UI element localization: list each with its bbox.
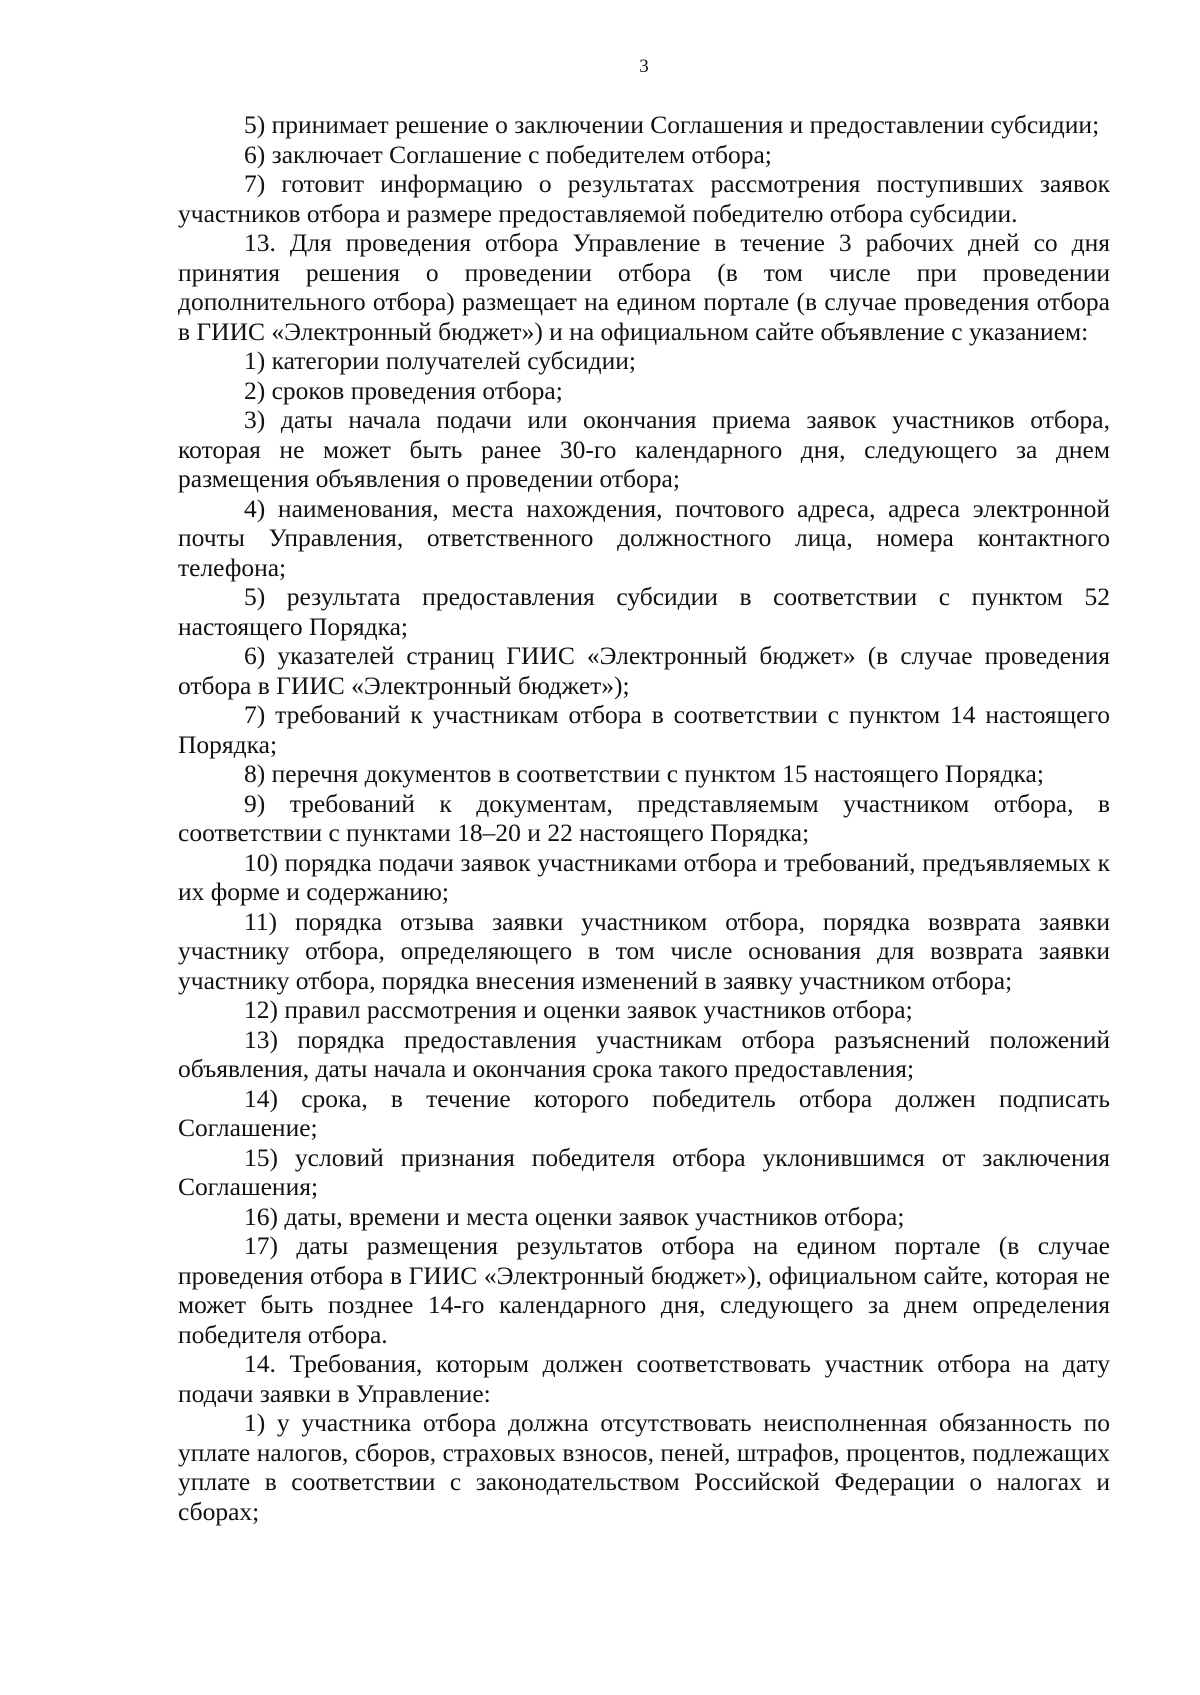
paragraph: 17) даты размещения результатов отбора на едином портале (в случае проведения отбора в ГИИС «Электронный бюджет»), официальном сайте, которая не может быть позднее 14-го календарного дня, следующего за днем определения победителя отбора. xyxy=(178,1231,1110,1349)
paragraph: 13. Для проведения отбора Управление в течение 3 рабочих дней со дня принятия решения о проведении отбора (в том числе при проведении дополнительного отбора) размещает на едином портале (в случае проведения отбора в ГИИС «Электронный бюджет») и на официальном сайте объявление с указанием: xyxy=(178,228,1110,346)
paragraph: 4) наименования, места нахождения, почтового адреса, адреса электронной почты Управления, ответственного должностного лица, номера контактного телефона; xyxy=(178,493,1110,582)
paragraph: 6) указателей страниц ГИИС «Электронный бюджет» (в случае проведения отбора в ГИИС «Электронный бюджет»); xyxy=(178,641,1110,700)
paragraph: 5) результата предоставления субсидии в соответствии с пунктом 52 настоящего Порядка; xyxy=(178,582,1110,641)
paragraph: 10) порядка подачи заявок участниками отбора и требований, предъявляемых к их форме и содержанию; xyxy=(178,847,1110,906)
paragraph: 2) сроков проведения отбора; xyxy=(244,375,563,405)
paragraph: 9) требований к документам, представляемым участником отбора, в соответствии с пунктами 18–20 и 22 настоящего Порядка; xyxy=(178,788,1110,847)
paragraph: 16) даты, времени и места оценки заявок участников отбора; xyxy=(244,1201,905,1231)
paragraph: 6) заключает Соглашение с победителем отбора; xyxy=(244,139,772,169)
paragraph: 8) перечня документов в соответствии с пунктом 15 настоящего Порядка; xyxy=(244,759,1044,788)
paragraph: 1) у участника отбора должна отсутствовать неисполненная обязанность по уплате налогов, сборов, страховых взносов, пеней, штрафов, процентов, подлежащих уплате в соответствии с законодательством Российской Федерации о налогах и сборах; xyxy=(178,1408,1110,1526)
paragraph: 5) принимает решение о заключении Соглашения и предоставлении субсидии; xyxy=(244,110,1100,139)
document-body xyxy=(178,110,1110,1526)
paragraph: 13) порядка предоставления участникам отбора разъяснений положений объявления, даты начала и окончания срока такого предоставления; xyxy=(178,1024,1110,1083)
paragraph: 14. Требования, которым должен соответствовать участник отбора на дату подачи заявки в Управление: xyxy=(178,1349,1110,1408)
paragraph: 14) срока, в течение которого победитель отбора должен подписать Соглашение; xyxy=(178,1083,1110,1142)
paragraph: 12) правил рассмотрения и оценки заявок участников отбора; xyxy=(244,995,913,1024)
paragraph: 11) порядка отзыва заявки участником отбора, порядка возврата заявки участнику отбора, определяющего в том числе основания для возврата заявки участнику отбора, порядка внесения изменений в заявку участником отбора; xyxy=(178,906,1110,995)
paragraph: 7) требований к участникам отбора в соответствии с пунктом 14 настоящего Порядка; xyxy=(178,700,1110,759)
paragraph: 3) даты начала подачи или окончания приема заявок участников отбора, которая не может быть ранее 30-го календарного дня, следующего за днем размещения объявления о проведении отбора; xyxy=(178,405,1110,493)
paragraph: 7) готовит информацию о результатах рассмотрения поступивших заявок участников отбора и размере предоставляемой победителю отбора субсидии. xyxy=(178,169,1110,228)
page-number: 3 xyxy=(639,56,649,77)
paragraph: 1) категории получателей субсидии; xyxy=(244,346,636,375)
paragraph: 15) условий признания победителя отбора уклонившимся от заключения Соглашения; xyxy=(178,1142,1110,1201)
